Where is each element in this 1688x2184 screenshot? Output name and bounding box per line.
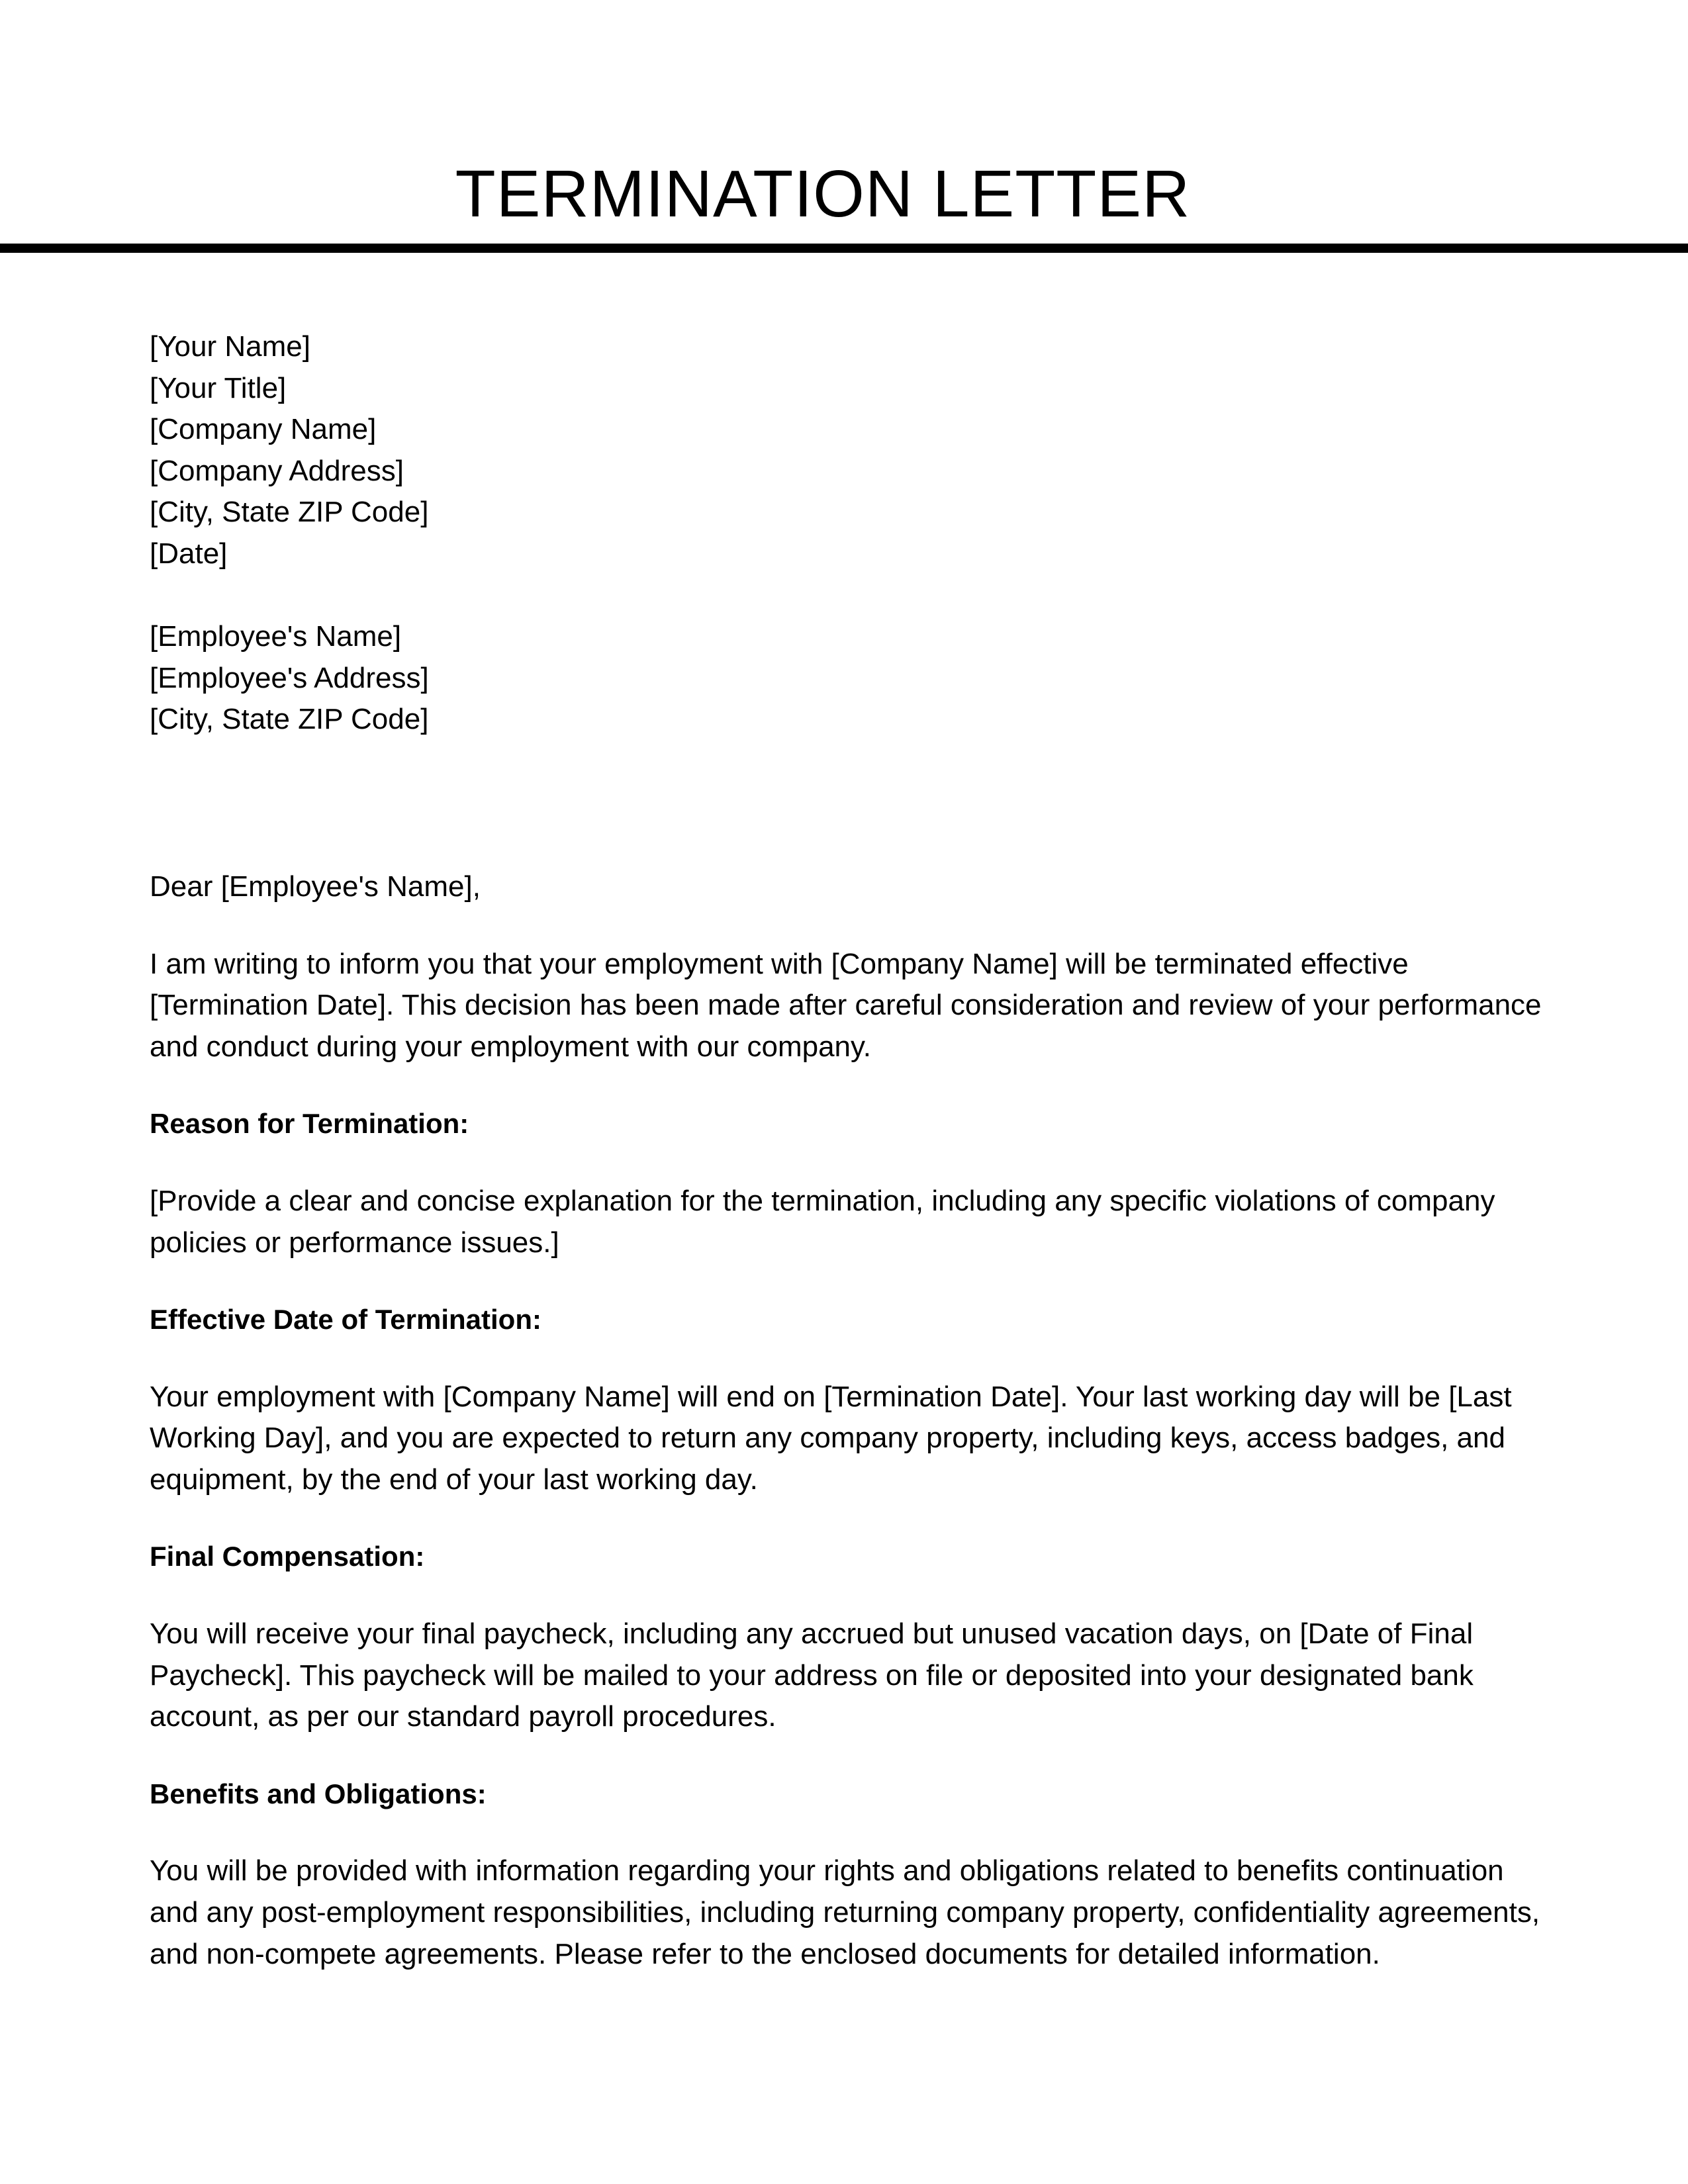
section-body-final-compensation: You will receive your final paycheck, including any accrued but unused vacation days, on [Date of Final Paycheck]. This paycheck will be mailed to your address on file or deposited into your designated bank account, as per our standard payroll procedures. [150, 1617, 1474, 1733]
title-divider [0, 244, 1688, 253]
address-spacer [150, 575, 1546, 617]
section-heading-effective-date: Effective Date of Termination: [150, 1304, 541, 1336]
intro-paragraph: I am writing to inform you that your employment with [Company Name] will be terminated effective [Termination Date]. This decision has been made after careful consideration and review of your performance and conduct during your employment with our company. [150, 947, 1542, 1063]
sender-city-state-zip: [City, State ZIP Code] [150, 496, 429, 529]
section-heading-benefits: Benefits and Obligations: [150, 1778, 487, 1809]
sender-company-address: [Company Address] [150, 454, 404, 487]
recipient-city-state-zip: [City, State ZIP Code] [150, 703, 429, 736]
section-heading-final-compensation: Final Compensation: [150, 1541, 425, 1572]
sender-name: [Your Name] [150, 330, 310, 363]
recipient-name: [Employee's Name] [150, 620, 402, 653]
section-body-effective-date: Your employment with [Company Name] will end on [Termination Date]. Your last working day will be [Last Working Day], and you are expected to return any company property, including keys, access badges, and equipment, by the end of your last working day. [150, 1380, 1512, 1496]
page-title: TERMINATION LETTER [455, 157, 1191, 231]
sender-address-block [150, 326, 1546, 575]
section-body-benefits: You will be provided with information regarding your rights and obligations related to benefits continuation and any post-employment responsibilities, including returning company property, confidentiality agreements, and non-compete agreements. Please refer to the enclosed documents for detailed information. [150, 1854, 1540, 1970]
recipient-address-block [150, 616, 1546, 741]
recipient-address: [Employee's Address] [150, 661, 429, 694]
salutation: Dear [Employee's Name], [150, 870, 481, 903]
sender-title: [Your Title] [150, 371, 287, 404]
letter-date: [Date] [150, 537, 228, 570]
sender-company: [Company Name] [150, 413, 377, 446]
section-body-reason: [Provide a clear and concise explanation for the termination, including any specific violations of company policies or performance issues.] [150, 1184, 1495, 1259]
letter-body [150, 326, 1546, 1975]
section-heading-reason: Reason for Termination: [150, 1108, 469, 1140]
